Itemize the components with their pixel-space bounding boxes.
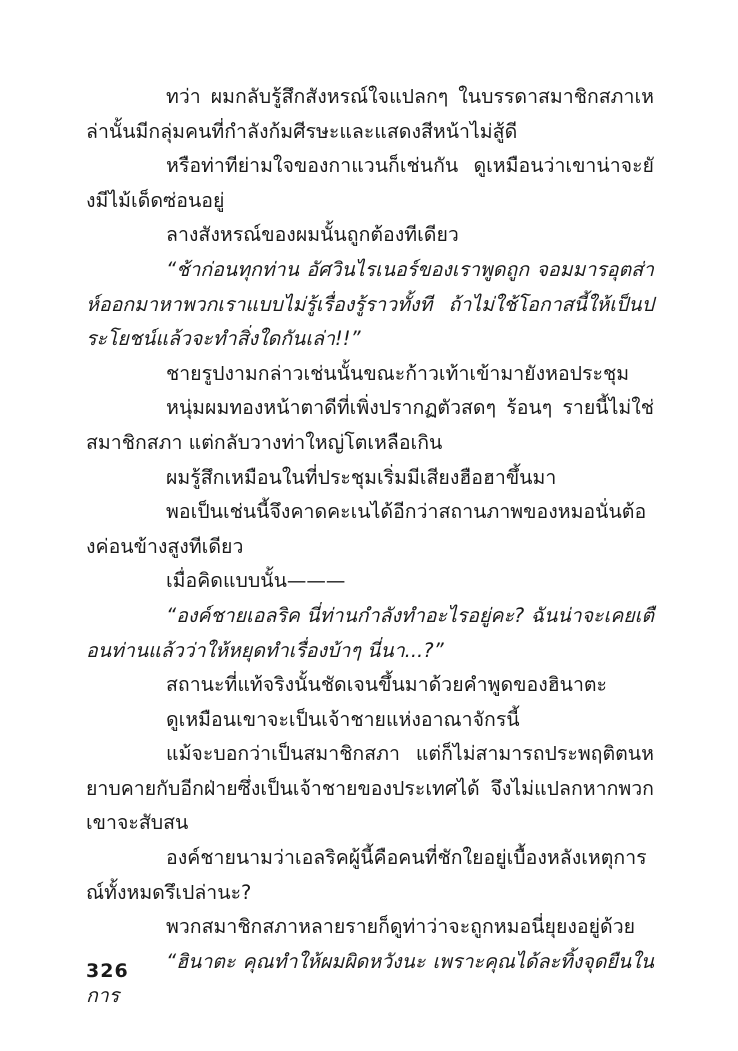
body-text [86, 80, 654, 1014]
paragraph-6: หนุ่มผมทองหน้าตาดีที่เพิ่งปรากฏตัวสดๆ ร้อนๆ รายนี้ไม่ใช่สมาชิกสภา แต่กลับวางท่าใหญ่โตเหลือเกิน [86, 396, 654, 454]
paragraph-12: ดูเหมือนเขาจะเป็นเจ้าชายแห่งอาณาจักรนี้ [166, 707, 520, 731]
paragraph-13: แม้จะบอกว่าเป็นสมาชิกสภา แต่ก็ไม่สามารถประพฤติตนหยาบคายกับอีกฝ่ายซึ่งเป็นเจ้าชายของประเทศได้ จึงไม่แปลกหากพวกเขาจะสับสน [86, 742, 654, 835]
page-number: 326 [86, 960, 129, 982]
paragraph-16-dialogue: “ฮินาตะ คุณทำให้ผมผิดหวังนะ เพราะคุณได้ละทิ้งจุดยืนในการ [86, 949, 654, 1008]
paragraph-7: ผมรู้สึกเหมือนในที่ประชุมเริ่มมีเสียงฮือฮาขึ้นมา [166, 465, 557, 489]
paragraph-4-dialogue: “ช้าก่อนทุกท่าน อัศวินไรเนอร์ของเราพูดถูก จอมมารอุตส่าห์ออกมาหาพวกเราแบบไม่รู้เรื่องรู้ราวทั้งที ถ้าไม่ใช้โอกาสนี้ให้เป็นประโยชน์แล้วจะทำสิ่งใดกันเล่า!!” [86, 257, 654, 351]
paragraph-5: ชายรูปงามกล่าวเช่นนั้นขณะก้าวเท้าเข้ามายังหอประชุม [166, 361, 630, 385]
paragraph-11: สถานะที่แท้จริงนั้นชัดเจนขึ้นมาด้วยคำพูดของฮินาตะ [166, 673, 608, 697]
paragraph-2: หรือท่าทีย่ามใจของกาแวนก็เช่นกัน ดูเหมือนว่าเขาน่าจะยังมีไม้เด็ดซ่อนอยู่ [86, 154, 654, 212]
paragraph-3: ลางสังหรณ์ของผมนั้นถูกต้องทีเดียว [166, 223, 459, 247]
paragraph-10-dialogue: “องค์ชายเอลริค นี่ท่านกำลังทำอะไรอยู่คะ? ฉันน่าจะเคยเตือนท่านแล้วว่าให้หยุดทำเรื่องบ้าๆ นี่นา...?” [86, 603, 654, 662]
paragraph-8: พอเป็นเช่นนี้จึงคาดคะเนได้อีกว่าสถานภาพของหมอนั่นต้องค่อนข้างสูงทีเดียว [86, 500, 647, 558]
paragraph-9: เมื่อคิดแบบนั้น——— [166, 569, 346, 593]
paragraph-1: ทว่า ผมกลับรู้สึกสังหรณ์ใจแปลกๆ ในบรรดาสมาชิกสภาเหล่านั้นมีกลุ่มคนที่กำลังก้มศีรษะและแสดงสีหน้าไม่สู้ดี [86, 85, 654, 143]
paragraph-15: พวกสมาชิกสภาหลายรายก็ดูท่าว่าจะถูกหมอนี่ยุยงอยู่ด้วย [166, 915, 636, 939]
paragraph-14: องค์ชายนามว่าเอลริคผู้นี้คือคนที่ชักใยอยู่เบื้องหลังเหตุการณ์ทั้งหมดรึเปล่านะ? [86, 846, 647, 904]
